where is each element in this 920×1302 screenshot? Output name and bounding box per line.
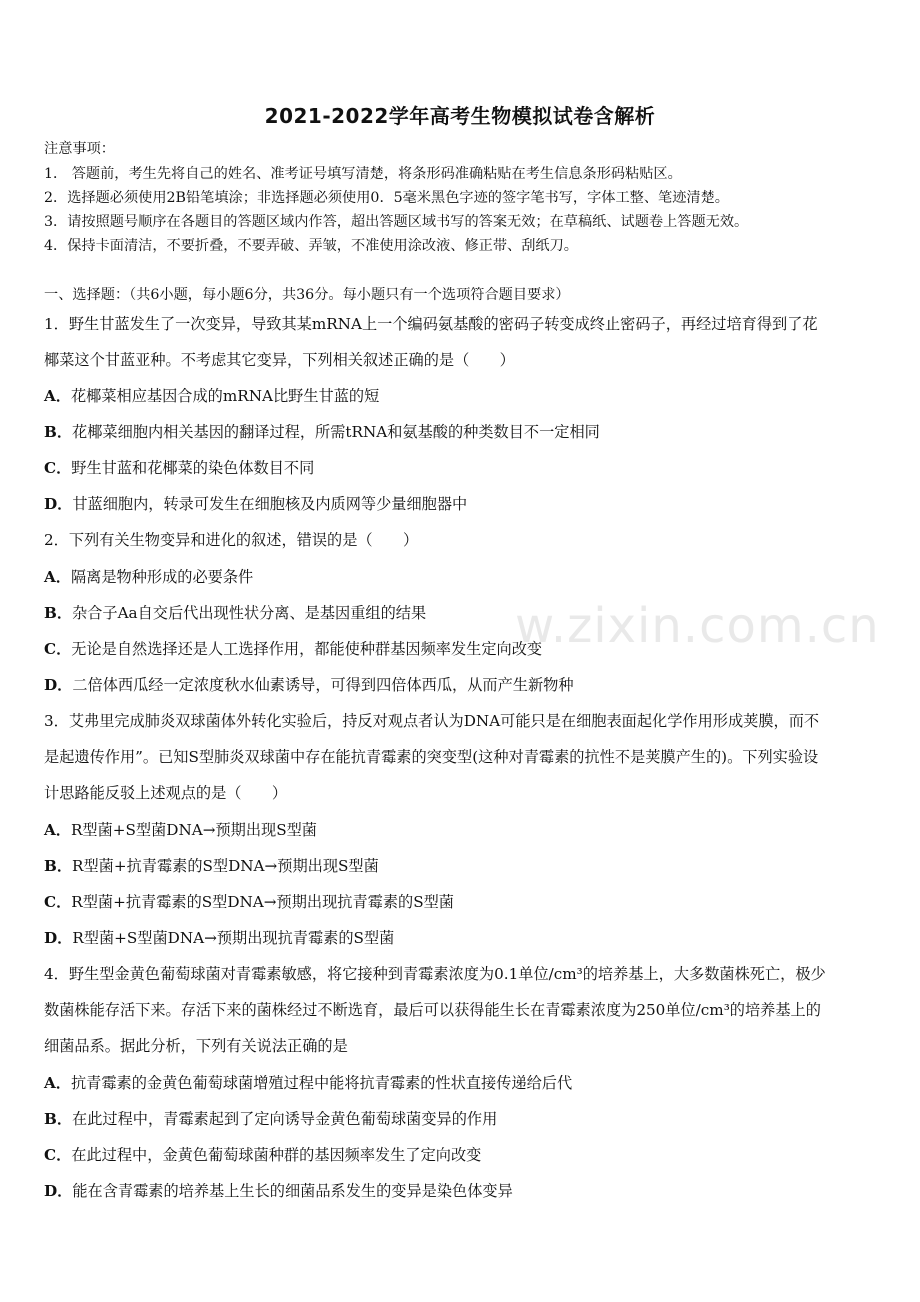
- option-label: C．: [44, 459, 72, 477]
- option-c: [44, 457, 314, 478]
- option-label: B．: [44, 423, 73, 441]
- option-b: [44, 1108, 497, 1129]
- option-label: B．: [44, 857, 73, 875]
- option-label: D．: [44, 676, 73, 694]
- option-label: D．: [44, 929, 73, 947]
- option-text: 抗青霉素的金黄色葡萄球菌增殖过程中能将抗青霉素的性状直接传递给后代: [70, 1074, 573, 1092]
- notice-item: 4．保持卡面清洁，不要折叠，不要弄破、弄皱，不准使用涂改液、修正带、刮纸刀。: [44, 238, 578, 254]
- option-d: [44, 493, 467, 514]
- watermark: w.zixin.com.cn: [515, 598, 880, 654]
- option-text: 二倍体西瓜经一定浓度秋水仙素诱导，可得到四倍体西瓜，从而产生新物种: [72, 676, 574, 694]
- question-stem-line: 细菌品系。据此分析，下列有关说法正确的是: [44, 1037, 348, 1055]
- notice-heading: 注意事项：: [44, 141, 115, 157]
- page-title: 2021-2022学年高考生物模拟试卷含解析: [264, 104, 656, 128]
- option-b: [44, 421, 600, 442]
- question-stem-line: 4．野生型金黄色葡萄球菌对青霉素敏感，将它接种到青霉素浓度为0.1单位/cm³的培养基上，大多数菌株死亡，极少: [44, 965, 826, 983]
- option-a: [44, 385, 379, 406]
- option-text: 在此过程中，金黄色葡萄球菌种群的基因频率发生了定向改变: [71, 1146, 482, 1164]
- option-label: C．: [44, 640, 72, 658]
- option-label: B．: [44, 1110, 73, 1128]
- option-label: B．: [44, 604, 73, 622]
- option-b: [44, 602, 426, 623]
- option-text: 隔离是物种形成的必要条件: [70, 568, 254, 586]
- option-d: [44, 1180, 513, 1201]
- option-text: R型菌+抗青霉素的S型DNA→预期出现S型菌: [72, 857, 379, 875]
- option-c: [44, 638, 542, 659]
- option-a: [44, 1072, 572, 1093]
- option-d: [44, 674, 574, 695]
- question-stem-line: 椰菜这个甘蓝亚种。不考虑其它变异，下列相关叙述正确的是（ ）: [44, 351, 515, 369]
- section-heading: 一、选择题：（共6小题，每小题6分，共36分。每小题只有一个选项符合题目要求）: [44, 287, 570, 303]
- option-text: 甘蓝细胞内，转录可发生在细胞核及内质网等少量细胞器中: [72, 495, 468, 513]
- notice-item: 2．选择题必须使用2B铅笔填涂；非选择题必须使用0．5毫米黑色字迹的签字笔书写，字体工整、笔迹清楚。: [44, 190, 729, 206]
- option-label: D．: [44, 495, 73, 513]
- option-label: A．: [44, 821, 71, 839]
- option-text: R型菌+抗青霉素的S型DNA→预期出现抗青霉素的S型菌: [71, 893, 454, 911]
- option-c: [44, 891, 454, 912]
- option-a: [44, 819, 317, 840]
- option-text: 无论是自然选择还是人工选择作用，都能使种群基因频率发生定向改变: [71, 640, 543, 658]
- option-text: 杂合子Aa自交后代出现性状分离、是基因重组的结果: [72, 604, 427, 622]
- notice-item: 3．请按照题号顺序在各题目的答题区域内作答，超出答题区域书写的答案无效；在草稿纸、试题卷上答题无效。: [44, 214, 749, 230]
- option-label: A．: [44, 568, 71, 586]
- option-label: A．: [44, 1074, 71, 1092]
- question-stem-line: 2．下列有关生物变异和进化的叙述，错误的是（ ）: [44, 531, 419, 549]
- option-d: [44, 927, 394, 948]
- question-stem-line: 1．野生甘蓝发生了一次变异，导致其某mRNA上一个编码氨基酸的密码子转变成终止密码子，再经过培育得到了花: [44, 315, 818, 333]
- option-text: 花椰菜相应基因合成的mRNA比野生甘蓝的短: [70, 387, 380, 405]
- option-c: [44, 1144, 481, 1165]
- question-stem-line: 计思路能反驳上述观点的是（ ）: [44, 784, 287, 802]
- notice-item: 1． 答题前，考生先将自己的姓名、准考证号填写清楚，将条形码准确粘贴在考生信息条形码粘贴区。: [44, 166, 682, 182]
- option-text: R型菌+S型菌DNA→预期出现S型菌: [70, 821, 317, 839]
- option-label: A．: [44, 387, 71, 405]
- option-b: [44, 855, 379, 876]
- option-text: 能在含青霉素的培养基上生长的细菌品系发生的变异是染色体变异: [72, 1182, 513, 1200]
- question-stem-line: 3．艾弗里完成肺炎双球菌体外转化实验后，持反对观点者认为DNA可能只是在细胞表面起化学作用形成荚膜，而不: [44, 712, 820, 730]
- option-text: 在此过程中，青霉素起到了定向诱导金黄色葡萄球菌变异的作用: [72, 1110, 498, 1128]
- option-text: 野生甘蓝和花椰菜的染色体数目不同: [71, 459, 315, 477]
- option-text: R型菌+S型菌DNA→预期出现抗青霉素的S型菌: [72, 929, 395, 947]
- option-label: C．: [44, 893, 72, 911]
- option-a: [44, 566, 253, 587]
- option-label: C．: [44, 1146, 72, 1164]
- option-label: D．: [44, 1182, 73, 1200]
- option-text: 花椰菜细胞内相关基因的翻译过程，所需tRNA和氨基酸的种类数目不一定相同: [72, 423, 600, 441]
- question-stem-line: 是起遗传作用”。已知S型肺炎双球菌中存在能抗青霉素的突变型(这种对青霉素的抗性不是荚膜产生的)。下列实验设: [44, 748, 819, 766]
- question-stem-line: 数菌株能存活下来。存活下来的菌株经过不断选育，最后可以获得能生长在青霉素浓度为250单位/cm³的培养基上的: [44, 1001, 821, 1019]
